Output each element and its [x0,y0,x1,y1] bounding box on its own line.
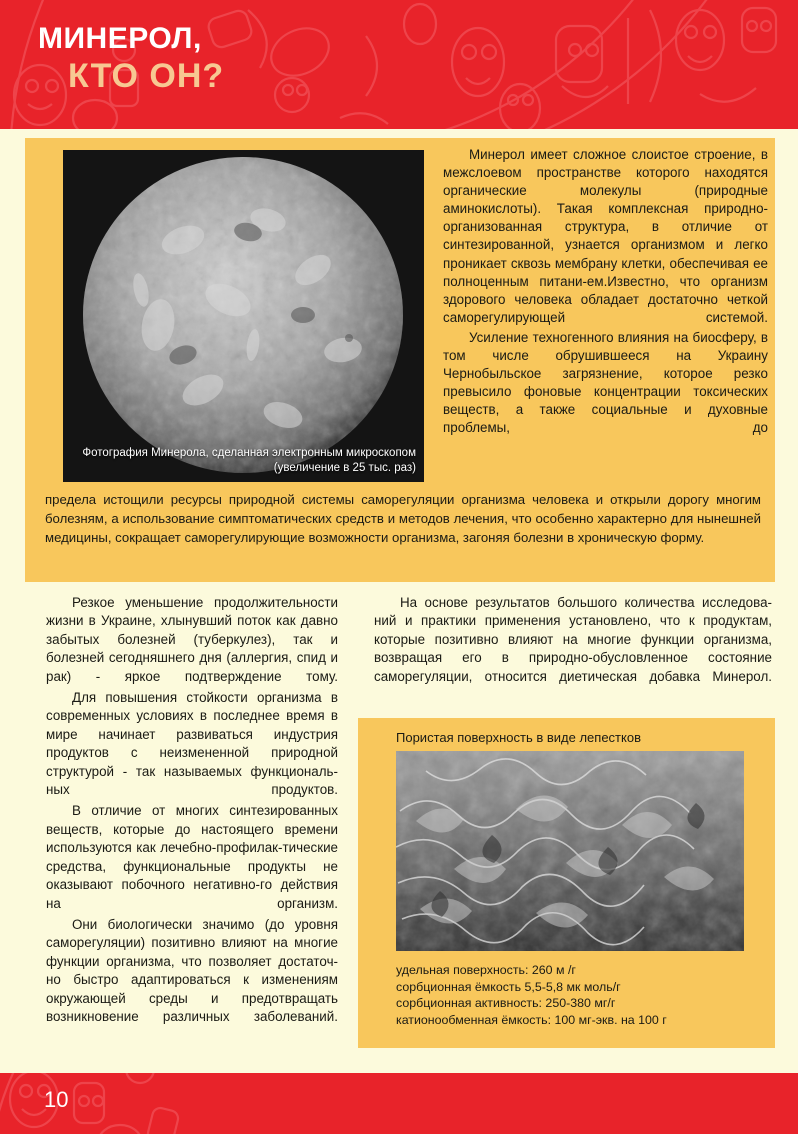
top-content-panel [25,138,775,582]
list-item: удельная поверхность: 260 м /г [396,963,576,977]
page-footer [0,1073,798,1134]
right-text-column [374,594,772,686]
sem-micrograph-porous-figure [396,751,744,951]
page-title-line1: МИНЕРОЛ, [38,22,202,55]
page-title-line2: КТО ОН? [68,57,225,95]
porous-surface-caption: Пористая поверхность в виде лепестков [396,730,641,745]
page-title [38,22,224,96]
sem-micrograph-porous-petals-icon [396,751,744,951]
paragraph: Они биологически значимо (до уровня саморегуляции) позитивно влияют на многие функции организма, что позволяет достаточ-но быстро адаптироваться к изменениям окружающей среды и предотвращать возникновение различных заболеваний. [46,916,338,1024]
paragraph: Минерол имеет сложное слоистое строение, в межслоевом пространстве которого находятся органические молекулы (природные аминокислоты). Такая комплексная природно-организованная структура, в отличие от синтезированной, узнается организмом и легко проникает сквозь мембрану клетки, обеспечивая ее полноценным питани-ем.Известно, что организм здорового человека обладает достаточно четкой саморегулирующей системой. [443,147,768,325]
page-number: 10 [44,1087,69,1112]
paragraph: Для повышения стойкости организма в современных условиях в последнее время в мире начинает развиваться индустрия продуктов с неизмененной природной структурой - так называемых функциональ-ных продуктов. [46,690,338,798]
sem-particle-caption: Фотография Минерола, сделанная электронным микроскопом (увеличение в 25 тыс. раз) [82,447,416,474]
paragraph: Усиление техногенного влияния на биосферу, в том числе обрушившееся на Украину Чернобыльское загрязнение, которое резко превысило фоновые концентрации токсических веществ, а также социальные и духовные проблемы, до [443,329,768,436]
left-text-column [46,594,338,1026]
sem-micrograph-particle-figure [63,150,424,482]
paragraph: На основе результатов большого количества исследова-ний и практики применения установлено, что к продуктам, которые позитивно влияют на многие функции организма, возвращая его в природно-обусловленное состояние саморегуляции, относится диетическая добавка Минерол. [374,595,772,684]
paragraph: В отличие от многих синтезированных веществ, которые до настоящего времени используются как лечебно-профилак-тические средства, функциональные продукты не оказывают побочного негативно-го действия на организм. [46,803,338,911]
list-item: катионообменная ёмкость: 100 мг-экв. на 100 г [396,1012,667,1027]
page-header [0,0,798,129]
sem-micrograph-particle-icon [63,150,424,482]
paragraph: Резкое уменьшение продолжительности жизни в Украине, хлынувший поток как давно забытых болезней (туберкулез), так и болезней сегодняшнего дня (аллергия, спид и рак) - яркое подтверждение тому. [46,595,338,684]
full-width-paragraph-block [45,490,761,547]
intro-text-column [443,146,768,438]
bottom-content-panel [358,718,775,1048]
properties-list [396,962,764,1028]
list-item: сорбционная ёмкость 5,5-5,8 мк моль/г [396,979,621,994]
paragraph: предела истощили ресурсы природной системы саморегуляции организма человека и открыли дорогу многим болезням, а использование симптоматических средств и методов лечения, что особенно характерно для нынешней медицины, сокращает саморегулирующие возможности организма, загоняя болезни в хроническую форму. [45,492,761,545]
list-item: сорбционная активность: 250-380 мг/г [396,996,616,1011]
